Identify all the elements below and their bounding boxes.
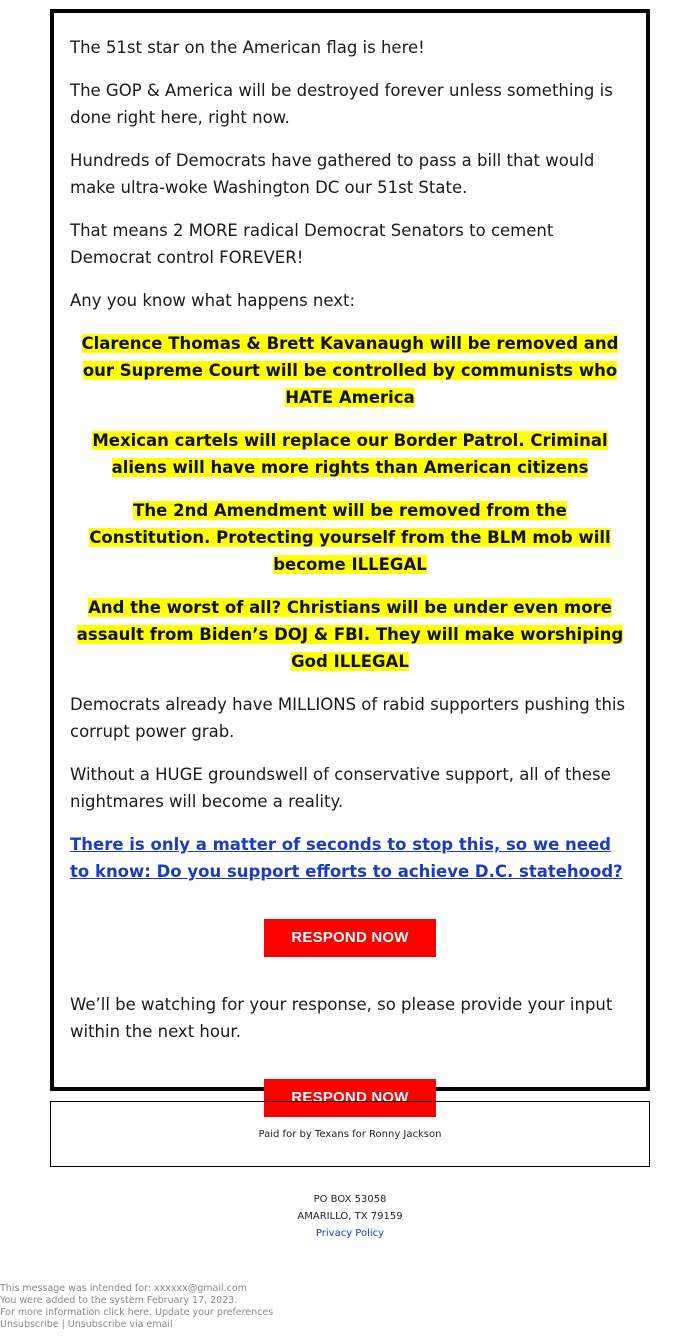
email-body bbox=[50, 9, 650, 1106]
intended-for-line: This message was intended for: xxxxxx@gmail.com bbox=[0, 1283, 247, 1294]
paragraph-closing: We’ll be watching for your response, so please provide your input within the next hour. bbox=[70, 995, 613, 1041]
paragraph-gop: The GOP & America will be destroyed forever unless something is done right here, right now. bbox=[70, 81, 613, 127]
more-info-line[interactable]: For more information click here. Update your preferences bbox=[0, 1307, 274, 1318]
respond-now-button-2[interactable]: RESPOND NOW bbox=[264, 1079, 436, 1117]
privacy-policy-link[interactable]: Privacy Policy bbox=[315, 1228, 385, 1239]
highlight-2nd-amendment bbox=[70, 497, 630, 578]
unsubscribe-line[interactable]: Unsubscribe | Unsubscribe via email bbox=[0, 1319, 173, 1330]
highlight-christians bbox=[70, 594, 630, 675]
paragraph-intro: The 51st star on the American flag is here! bbox=[70, 38, 425, 57]
paragraph-groundswell: Without a HUGE groundswell of conservative support, all of these nightmares will become a reality. bbox=[70, 765, 611, 811]
added-date-line: You were added to the system February 17, 2023. bbox=[0, 1295, 238, 1306]
highlight-text: And the worst of all? Christians will be under even more assault from Biden’s DOJ & FBI. They will make worshiping God ILLEGAL bbox=[76, 598, 624, 671]
highlight-text: Clarence Thomas & Brett Kavanaugh will be removed and our Supreme Court will be controlled by communists who HATE America bbox=[81, 334, 619, 407]
city-state-zip: AMARILLO, TX 79159 bbox=[297, 1211, 403, 1222]
fine-print bbox=[0, 1283, 273, 1331]
highlight-text: Mexican cartels will replace our Border Patrol. Criminal aliens will have more rights than American citizens bbox=[92, 431, 608, 477]
mailing-address bbox=[0, 1191, 700, 1242]
paragraph-next: Any you know what happens next: bbox=[70, 291, 356, 310]
statehood-survey-link[interactable]: There is only a matter of seconds to stop this, so we need to know: Do you support efforts to achieve D.C. statehood? bbox=[70, 835, 623, 881]
paid-for-disclaimer bbox=[50, 1101, 650, 1167]
po-box: PO BOX 53058 bbox=[313, 1194, 387, 1205]
highlight-supreme-court bbox=[70, 330, 630, 411]
paragraph-democrats: Hundreds of Democrats have gathered to pass a bill that would make ultra-woke Washington DC our 51st State. bbox=[70, 151, 595, 197]
highlight-text: The 2nd Amendment will be removed from the Constitution. Protecting yourself from the BLM mob will become ILLEGAL bbox=[89, 501, 611, 574]
paragraph-senators: That means 2 MORE radical Democrat Senators to cement Democrat control FOREVER! bbox=[70, 221, 554, 267]
paid-for-text: Paid for by Texans for Ronny Jackson bbox=[258, 1128, 442, 1140]
paragraph-millions: Democrats already have MILLIONS of rabid supporters pushing this corrupt power grab. bbox=[70, 695, 626, 741]
respond-now-button[interactable]: RESPOND NOW bbox=[264, 919, 436, 957]
highlight-border bbox=[70, 427, 630, 481]
email-content bbox=[54, 13, 646, 1117]
